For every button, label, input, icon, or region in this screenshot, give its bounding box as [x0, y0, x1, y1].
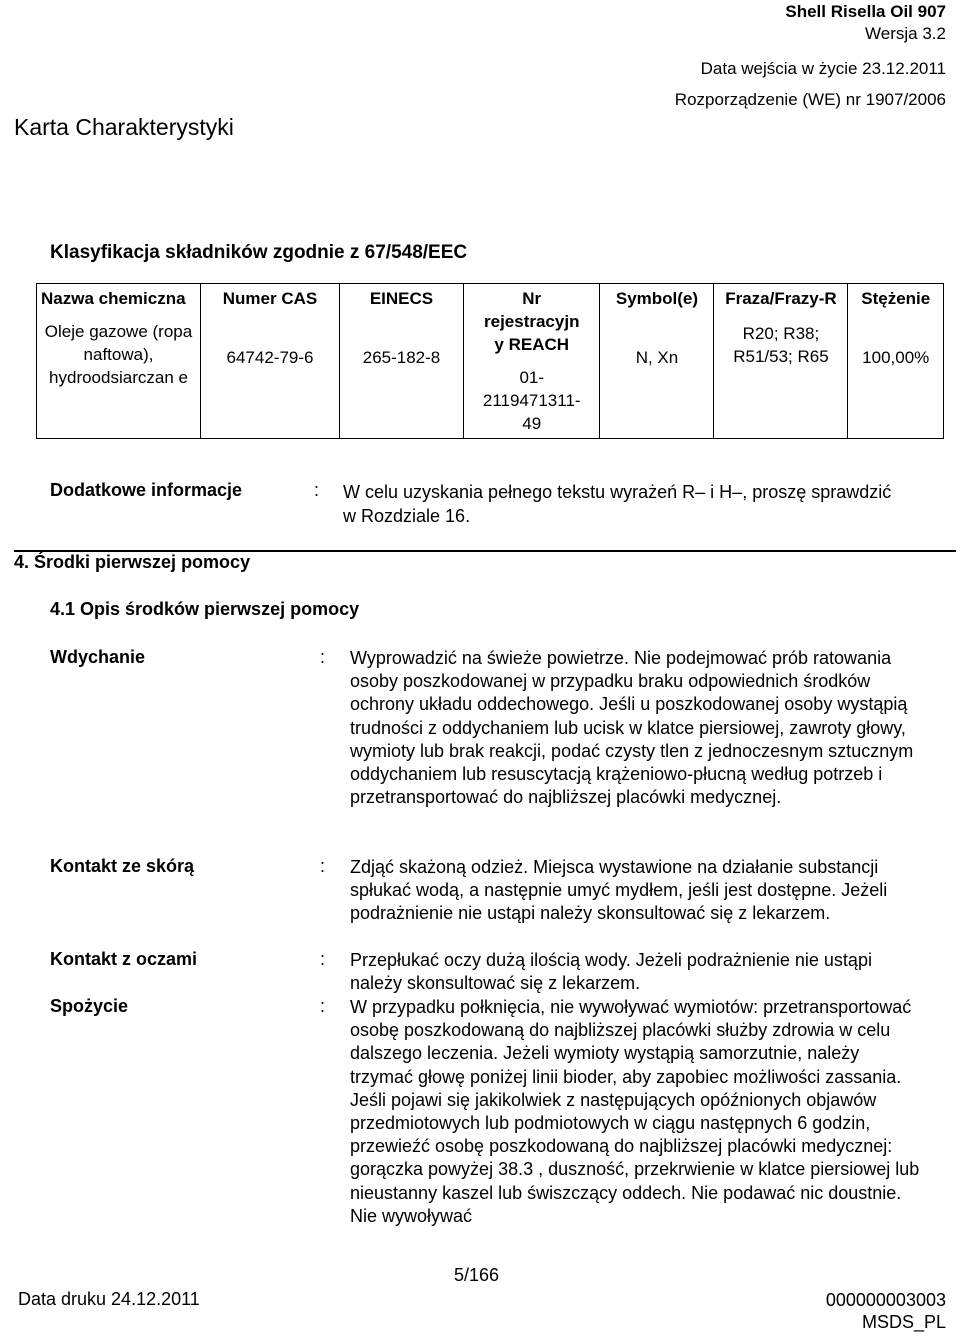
print-date: Data druku 24.12.2011: [18, 1289, 200, 1309]
eye-contact-text: Przepłukać oczy dużą ilością wody. Jeżeli podrażnienie nie ustąpi należy skonsultować się z lekarzem.: [350, 950, 872, 994]
page-number: 5/166: [454, 1265, 500, 1285]
header-einecs: EINECS: [369, 289, 434, 308]
header-reach: Nr rejestracyjn y REACH: [484, 289, 580, 354]
value-cas: 64742-79-6: [226, 348, 314, 367]
regulation: Rozporządzenie (WE) nr 1907/2006: [674, 90, 946, 109]
value-name: Oleje gazowe (ropa naftowa), hydroodsiarczan e: [44, 322, 193, 387]
inhalation-text: Wyprowadzić na świeże powietrze. Nie podejmować prób ratowania osoby poszkodowanej w przypadku braku odpowiednich środków ochrony układu oddechowego. Jeśli u poszkodowanej osoby wystąpią trudności z oddychaniem lub ucisk w klatce piersiowej, zawroty głowy, wymioty lub brak reakcji, podać czysty tlen z jednoczesnym sztucznym oddychaniem lub resuscytacją krążeniowo-płucną według potrzeb i przetransportować do najbliższej placówki medycznej.: [350, 648, 914, 808]
cell-reach: [464, 284, 600, 439]
ingestion-label: Spożycie: [50, 996, 129, 1016]
header-phrases: Fraza/Frazy-R: [725, 289, 837, 308]
cell-concentration: [848, 284, 944, 439]
header-symbol: Symbol(e): [615, 289, 699, 308]
additional-info-colon: :: [314, 480, 320, 500]
version: Wersja 3.2: [865, 24, 946, 43]
header-name: Nazwa chemiczna: [41, 289, 186, 308]
skin-contact-label: Kontakt ze skórą: [50, 856, 195, 876]
classification-title: Klasyfikacja składników zgodnie z 67/548/EEC: [50, 242, 468, 263]
value-phrases: R20; R38; R51/53; R65: [733, 324, 829, 366]
inhalation-colon: :: [320, 647, 326, 667]
document-type: MSDS_PL: [861, 1312, 946, 1332]
effective-date: Data wejścia w życie 23.12.2011: [700, 59, 946, 78]
cell-cas: [201, 284, 340, 439]
document-id: [826, 1289, 946, 1333]
eye-contact-label: Kontakt z oczami: [50, 949, 198, 969]
ingestion-colon: :: [320, 996, 326, 1016]
value-reach: 01-2119471311-49: [482, 368, 581, 433]
header-cas: Numer CAS: [222, 289, 318, 308]
skin-contact-colon: :: [320, 856, 326, 876]
section-4-1-title: 4.1 Opis środków pierwszej pomocy: [50, 599, 360, 619]
ingestion-text: W przypadku połknięcia, nie wywoływać wymiotów: przetransportować osobę poszkodowaną do najbliższej placówki służby zdrowia w celu dalszego leczenia. Jeżeli wymioty wystąpią samorzutnie, należy trzymać głowę poniżej linii bioder, aby zapobiec możliwości zassania. Jeśli pojawi się jakikolwiek z następujących opóźnionych objawów przedmiotowych lub podmiotowych w ciągu następnych 6 godzin, przewieźć osobę poszkodowaną do najbliższej placówki medycznej: gorączka powyżej 38.3 , duszność, przekrwienie w klatce piersiowej lub nieustanny kaszel lub świszczący oddech. Nie podawać nic doustnie. Nie wywoływać: [350, 997, 920, 1226]
inhalation-label: Wdychanie: [50, 647, 146, 667]
cell-phrases: [714, 284, 848, 439]
cell-symbol: [600, 284, 714, 439]
document-number: 000000003003: [825, 1290, 946, 1310]
header-concentration: Stężenie: [861, 289, 931, 308]
value-concentration: 100,00%: [862, 348, 930, 367]
eye-contact-colon: :: [320, 949, 326, 969]
table-row: [37, 284, 944, 439]
product-name: Shell Risella Oil 907: [785, 2, 946, 21]
section-4-title: 4. Środki pierwszej pomocy: [14, 552, 251, 572]
composition-table: [36, 283, 944, 439]
value-symbol: N, Xn: [635, 348, 679, 367]
document-title: Karta Charakterystyki: [14, 114, 234, 140]
value-einecs: 265-182-8: [362, 348, 441, 367]
additional-info-text: W celu uzyskania pełnego tekstu wyrażeń R– i H–, proszę sprawdzić w Rozdziale 16.: [343, 482, 892, 526]
cell-einecs: [340, 284, 464, 439]
skin-contact-text: Zdjąć skażoną odzież. Miejsca wystawione na działanie substancji spłukać wodą, a następnie umyć mydłem, jeśli jest dostępne. Jeżeli podrażnienie nie ustąpi należy skonsultować się z lekarzem.: [350, 857, 888, 924]
additional-info-label: Dodatkowe informacje: [50, 480, 243, 500]
cell-name: [37, 284, 201, 439]
